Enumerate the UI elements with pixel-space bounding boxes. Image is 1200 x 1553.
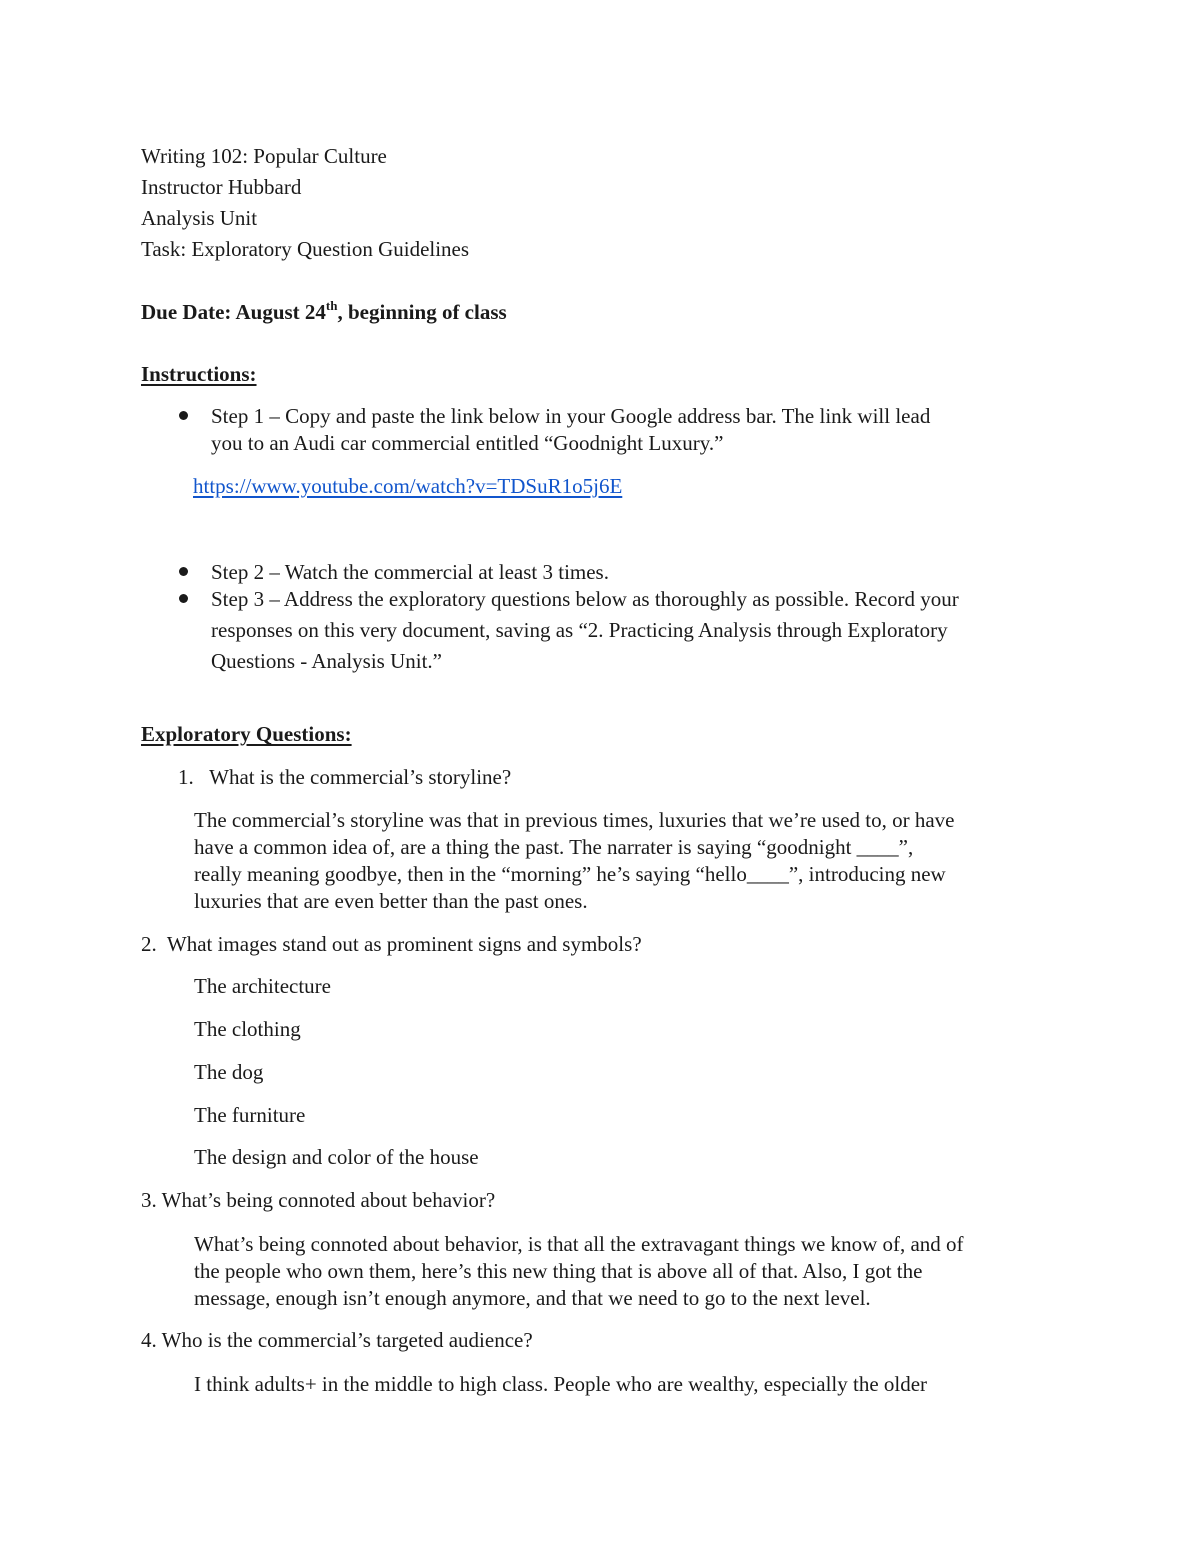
answer-4-line1: I think adults+ in the middle to high class. People who are wealthy, especially the older [194, 1372, 928, 1396]
step1-line2: you to an Audi car commercial entitled “Goodnight Luxury.” [211, 431, 724, 455]
answer-2-item: The design and color of the house [194, 1145, 479, 1169]
question-2: 2. What images stand out as prominent signs and symbols? [141, 932, 642, 956]
answer-2-item: The clothing [194, 1017, 301, 1041]
step1-line1: Step 1 – Copy and paste the link below in your Google address bar. The link will lead [211, 404, 931, 428]
step3-line3: Questions - Analysis Unit.” [211, 649, 442, 673]
step3-line2: responses on this very document, saving as “2. Practicing Analysis through Exploratory [211, 618, 948, 642]
bullet-icon [179, 411, 188, 420]
answer-3-line1: What’s being connoted about behavior, is that all the extravagant things we know of, and of [194, 1232, 964, 1256]
bullet-icon [179, 594, 188, 603]
answer-3-line3: message, enough isn’t enough anymore, and that we need to go to the next level. [194, 1286, 871, 1310]
course-title: Writing 102: Popular Culture [141, 144, 387, 168]
question-4: 4. Who is the commercial’s targeted audience? [141, 1328, 533, 1352]
exploratory-heading: Exploratory Questions: [141, 722, 352, 746]
unit-name: Analysis Unit [141, 206, 258, 230]
answer-1-line1: The commercial’s storyline was that in previous times, luxuries that we’re used to, or have [194, 808, 955, 832]
answer-2-item: The architecture [194, 974, 331, 998]
answer-1-line3: really meaning goodbye, then in the “morning” he’s saying “hello____”, introducing new [194, 862, 946, 886]
instructor-name: Instructor Hubbard [141, 175, 302, 199]
answer-1-line4: luxuries that are even better than the past ones. [194, 889, 588, 913]
question-1: 1. What is the commercial’s storyline? [178, 765, 512, 789]
due-date [141, 298, 507, 324]
instructions-heading: Instructions: [141, 362, 257, 386]
answer-3-line2: the people who own them, here’s this new thing that is above all of that. Also, I got the [194, 1259, 923, 1283]
answer-2-item: The dog [194, 1060, 264, 1084]
step2-text: Step 2 – Watch the commercial at least 3 times. [211, 560, 609, 584]
due-date-suffix: , beginning of class [337, 300, 507, 324]
youtube-link[interactable]: https://www.youtube.com/watch?v=TDSuR1o5j6E [193, 474, 623, 498]
bullet-icon [179, 567, 188, 576]
due-date-sup: th [325, 298, 338, 313]
answer-1-line2: have a common idea of, are a thing the past. The narrater is saying “goodnight ____”, [194, 835, 914, 859]
due-date-prefix: Due Date: August 24 [141, 300, 326, 324]
answer-2-item: The furniture [194, 1103, 306, 1127]
task-title: Task: Exploratory Question Guidelines [141, 237, 470, 261]
question-3: 3. What’s being connoted about behavior? [141, 1188, 496, 1212]
step3-line1: Step 3 – Address the exploratory questions below as thoroughly as possible. Record your [211, 587, 959, 611]
